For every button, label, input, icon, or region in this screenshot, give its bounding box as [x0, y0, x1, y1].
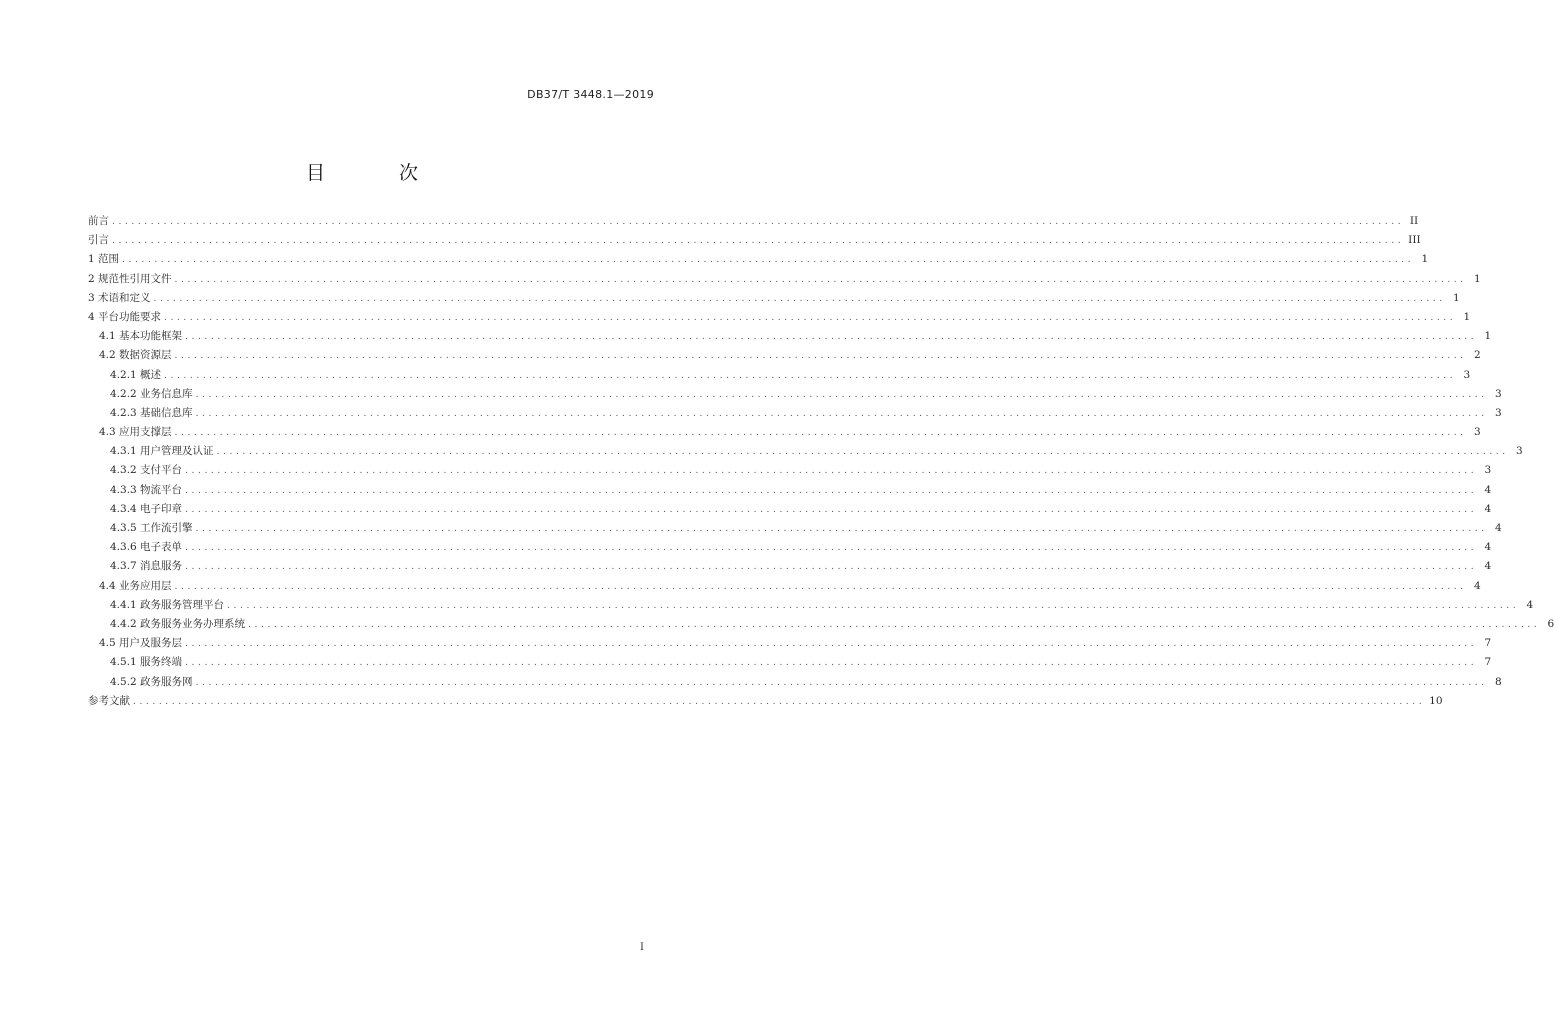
toc-entry[interactable] — [88, 423, 1481, 442]
dot-leader: ........................................................................................................................................................................................................ — [164, 370, 1457, 381]
dot-leader: ........................................................................................................................................................................................................ — [164, 312, 1457, 323]
dot-leader: ........................................................................................................................................................................................................ — [133, 696, 1426, 707]
toc-entry[interactable] — [88, 673, 1502, 692]
dot-leader: ........................................................................................................................................................................................................ — [195, 389, 1488, 400]
toc-entry-page: 1 — [1484, 330, 1492, 343]
toc-entry[interactable] — [88, 327, 1492, 346]
toc-entry-page: 3 — [1495, 406, 1502, 419]
toc-entry[interactable] — [88, 404, 1502, 423]
toc-entry[interactable] — [88, 346, 1481, 365]
dot-leader: ........................................................................................................................................................................................................ — [227, 600, 1520, 611]
dot-leader: ........................................................................................................................................................................................................ — [174, 581, 1467, 592]
toc-entry[interactable] — [88, 596, 1534, 615]
toc-entry-title: 2 规范性引用文件 — [88, 272, 172, 285]
toc-entry-title: 4.4 业务应用层 — [99, 579, 172, 592]
toc-entry[interactable] — [88, 615, 1554, 634]
toc-entry-title: 4 平台功能要求 — [88, 310, 162, 323]
toc-entry-title: 引言 — [88, 234, 109, 247]
toc-entry-title: 4.2.3 基础信息库 — [110, 406, 193, 419]
toc-entry-title: 4.3.1 用户管理及认证 — [110, 445, 214, 458]
toc-entry[interactable] — [88, 289, 1460, 308]
toc-entry-page: 1 — [1421, 253, 1429, 266]
toc-entry-page: 1 — [1463, 310, 1471, 323]
toc-entry[interactable] — [88, 250, 1429, 269]
dot-leader: ........................................................................................................................................................................................................ — [216, 447, 1509, 458]
dot-leader: ........................................................................................................................................................................................................ — [185, 658, 1478, 669]
dot-leader: ........................................................................................................................................................................................................ — [112, 236, 1405, 247]
dot-leader: ........................................................................................................................................................................................................ — [185, 466, 1478, 477]
toc-entry-page: 4 — [1484, 502, 1492, 515]
toc-entry[interactable] — [88, 231, 1421, 250]
toc-entry[interactable] — [88, 500, 1492, 519]
toc-entry-title: 4.3.2 支付平台 — [110, 464, 183, 477]
toc-entry-page: 4 — [1484, 541, 1492, 554]
toc-entry[interactable] — [88, 385, 1502, 404]
toc-entry[interactable] — [88, 577, 1481, 596]
dot-leader: ........................................................................................................................................................................................................ — [185, 639, 1478, 650]
toc-entry-title: 4.5.1 服务终端 — [110, 656, 183, 669]
toc-entry-title: 4.5 用户及服务层 — [99, 637, 183, 650]
dot-leader: ........................................................................................................................................................................................................ — [195, 677, 1488, 688]
toc-entry-title: 1 范围 — [88, 253, 120, 266]
toc-entry-title: 4.3 应用支撑层 — [99, 426, 172, 439]
toc-entry-page: 8 — [1495, 675, 1502, 688]
toc-entry-title: 4.3.6 电子表单 — [110, 541, 183, 554]
toc-entry[interactable] — [88, 634, 1492, 653]
toc-entry[interactable] — [88, 557, 1492, 576]
toc-entry[interactable] — [88, 692, 1443, 711]
toc-entry-title: 3 术语和定义 — [88, 291, 151, 304]
toc-entry-page: 3 — [1474, 426, 1481, 439]
toc-entry-title: 4.3.7 消息服务 — [110, 560, 183, 573]
toc-entry-title: 4.4.1 政务服务管理平台 — [110, 598, 225, 611]
dot-leader: ........................................................................................................................................................................................................ — [122, 255, 1415, 266]
toc-entry[interactable] — [88, 212, 1419, 231]
toc-entry-title: 4.3.5 工作流引擎 — [110, 522, 193, 534]
dot-leader: ........................................................................................................................................................................................................ — [185, 332, 1478, 343]
toc-entry-page: 1 — [1453, 291, 1460, 304]
toc-entry-title: 4.2.1 概述 — [110, 368, 162, 381]
dot-leader: ........................................................................................................................................................................................................ — [195, 524, 1488, 534]
dot-leader: ........................................................................................................................................................................................................ — [112, 217, 1405, 227]
dot-leader: ........................................................................................................................................................................................................ — [248, 619, 1541, 630]
toc-entry-page: 3 — [1516, 445, 1523, 458]
toc-entry[interactable] — [88, 538, 1492, 557]
toc-entry[interactable] — [88, 653, 1492, 672]
dot-leader: ........................................................................................................................................................................................................ — [185, 485, 1478, 496]
toc-entry-page: 3 — [1495, 387, 1502, 400]
toc-entry-page: 4 — [1474, 579, 1481, 592]
toc-entry-title: 4.2 数据资源层 — [99, 349, 172, 362]
toc-entry-page: 4 — [1526, 598, 1534, 611]
toc-entry-page: 7 — [1484, 656, 1492, 669]
toc-entry-page: 3 — [1463, 368, 1471, 381]
dot-leader: ........................................................................................................................................................................................................ — [185, 543, 1478, 554]
toc-entry[interactable] — [88, 481, 1492, 500]
toc-entry[interactable] — [88, 366, 1471, 385]
dot-leader: ........................................................................................................................................................................................................ — [153, 293, 1446, 304]
toc-entry-title: 4.4.2 政务服务业务办理系统 — [110, 617, 246, 630]
toc-entry[interactable] — [88, 519, 1502, 538]
toc-entry-page: 1 — [1474, 272, 1481, 285]
toc-entry-title: 4.3.4 电子印章 — [110, 502, 183, 515]
dot-leader: ........................................................................................................................................................................................................ — [185, 562, 1478, 573]
dot-leader: ........................................................................................................................................................................................................ — [174, 274, 1467, 285]
toc-entry-page: 10 — [1429, 694, 1443, 707]
table-of-contents — [88, 212, 1554, 711]
dot-leader: ........................................................................................................................................................................................................ — [174, 428, 1467, 439]
footer-page-number: I — [640, 942, 644, 953]
toc-entry-page: III — [1408, 234, 1421, 247]
dot-leader: ........................................................................................................................................................................................................ — [195, 408, 1488, 419]
toc-entry-page: 2 — [1474, 349, 1481, 362]
toc-entry[interactable] — [88, 442, 1523, 461]
toc-entry-title: 4.2.2 业务信息库 — [110, 387, 193, 400]
toc-entry-title: 4.1 基本功能框架 — [99, 330, 183, 343]
toc-entry[interactable] — [88, 461, 1492, 480]
toc-entry[interactable] — [88, 308, 1471, 327]
toc-entry-page: 6 — [1547, 617, 1554, 630]
toc-entry-page: II — [1409, 215, 1419, 227]
toc-entry-page: 4 — [1484, 483, 1492, 496]
dot-leader: ........................................................................................................................................................................................................ — [174, 351, 1467, 362]
toc-entry[interactable] — [88, 270, 1481, 289]
toc-entry-page: 7 — [1484, 637, 1492, 650]
toc-entry-page: 3 — [1484, 464, 1492, 477]
toc-entry-page: 4 — [1484, 560, 1492, 573]
dot-leader: ........................................................................................................................................................................................................ — [185, 504, 1478, 515]
standard-number: DB37/T 3448.1—2019 — [527, 88, 654, 101]
toc-entry-title: 参考文献 — [88, 694, 130, 707]
toc-entry-title: 4.3.3 物流平台 — [110, 483, 183, 496]
toc-entry-title: 前言 — [88, 215, 109, 227]
toc-entry-title: 4.5.2 政务服务网 — [110, 675, 193, 688]
page-title: 目 次 — [305, 162, 453, 184]
toc-entry-page: 4 — [1495, 522, 1502, 534]
